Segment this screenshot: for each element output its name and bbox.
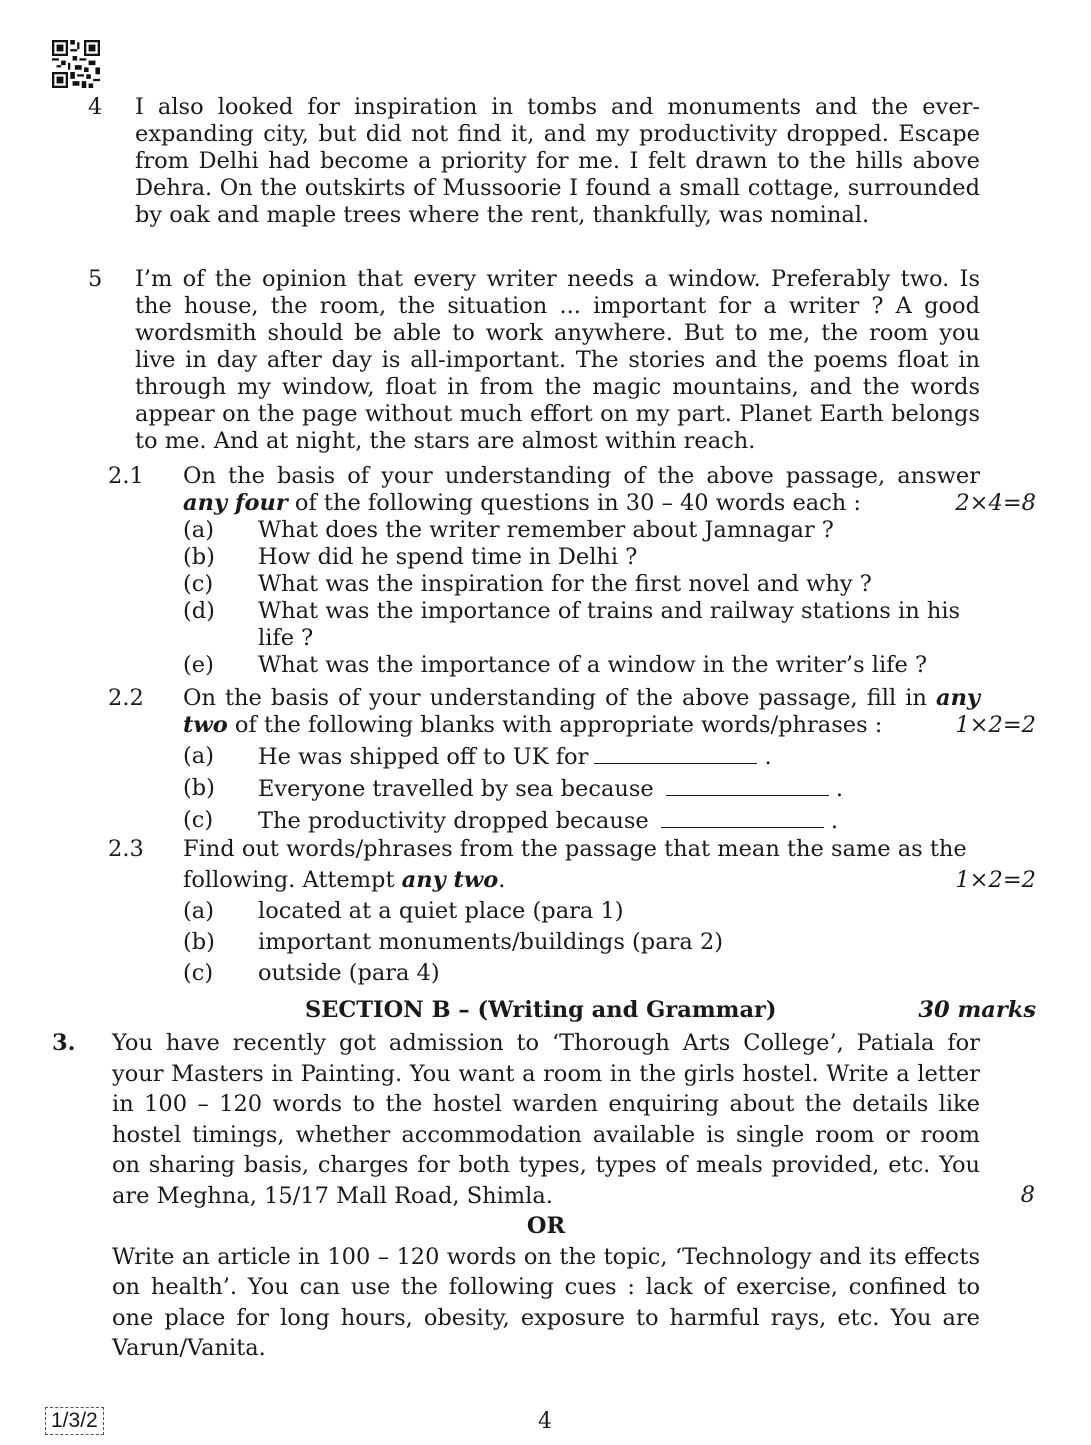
question-number: 2.3 [108,836,144,862]
paragraph-text: I’m of the opinion that every writer needs a window. Preferably two. Is the house, the room, the situation ... important for a writer ? A good wordsmith should be able to work anywhere. But to me, the room you live in day after day is all-important. The stories and the poems float in through my window, float in from the magic mountains, and the words appear on the page without much effort on my part. Planet Earth belongs to me. And at night, the stars are almost within reach. [135,266,980,454]
emphasis: any two [401,867,499,893]
question-text: Find out words/phrases from the passage that mean the same as the following. Attempt any two. [183,836,967,893]
paragraph-number: 4 [88,94,103,120]
paragraph-number: 5 [88,266,103,292]
emphasis: any four [183,490,288,516]
option-a: (a) He was shipped off to UK for . [183,743,772,770]
fill-blank [594,743,757,764]
paragraph-text: I also looked for inspiration in tombs and monuments and the ever-expanding city, but did not find it, and my productivity dropped. Escape from Delhi had become a priority for me. I felt drawn to the hills above Dehra. On the outskirts of Mussoorie I found a small cottage, surrounded by oak and maple trees where the rent, thankfully, was nominal. [135,94,980,228]
option-b: (b) important monuments/buildings (para 2) [183,929,724,955]
option-c: (c) The productivity dropped because . [183,807,838,834]
section-b-marks: 30 marks [918,997,1036,1023]
question-2-3 [108,834,1036,989]
passage-paragraph [88,94,980,229]
marks-label: 1×2=2 [955,867,1036,893]
passage-paragraph [88,266,980,455]
question-number: 2.2 [108,685,144,711]
question-3 [52,1028,1035,1364]
option-a: (a) What does the writer remember about Jamnagar ? [183,517,834,543]
marks-label: 1×2=2 [955,712,1036,738]
option-d: (d) What was the importance of trains and railway stations in his life ? [183,598,961,651]
question-text: On the basis of your understanding of the above passage, fill in any two of the following blanks with appropriate words/phrases : [183,685,980,738]
page-number: 4 [538,1409,552,1434]
option-b: (b) How did he spend time in Delhi ? [183,544,638,570]
option-c: (c) outside (para 4) [183,960,440,986]
question-2-1 [108,463,1036,679]
section-b-title: SECTION B – (Writing and Grammar) [305,997,777,1023]
marks-label: 2×4=8 [955,490,1036,516]
question-text: On the basis of your understanding of the above passage, answer any four of the following questions in 30 – 40 words each : [183,463,980,516]
option-a: (a) located at a quiet place (para 1) [183,898,624,924]
question-2-2 [108,685,1036,835]
question-number: 2.1 [108,463,144,489]
emphasis: any two [183,685,980,738]
or-divider: OR [526,1213,566,1239]
option-e: (e) What was the importance of a window in the writer’s life ? [183,652,928,678]
option-b: (b) Everyone travelled by sea because . [183,775,844,802]
qr-code-icon [52,40,100,88]
fill-blank [661,807,824,828]
option-c: (c) What was the inspiration for the first novel and why ? [183,571,872,597]
paper-code: 1/3/2 [45,1407,104,1435]
alternate-question-text: Write an article in 100 – 120 words on the topic, ‘Technology and its effects on health’. You can use the following cues : lack of exercise, confined to one place for long hours, obesity, exposure to harmful rays, etc. You are Varun/Vanita. [112,1243,980,1361]
question-number: 3. [52,1030,76,1056]
fill-blank [666,775,829,796]
marks-label: 8 [1020,1182,1035,1208]
question-text: You have recently got admission to ‘Thorough Arts College’, Patiala for your Masters in Painting. You want a room in the girls hostel. Write a letter in 100 – 120 words to the hostel warden enquiring about the details like hostel timings, whether accommodation available is single room or room on sharing basis, charges for both types, types of meals provided, etc. You are Meghna, 15/17 Mall Road, Shimla. [112,1030,980,1209]
